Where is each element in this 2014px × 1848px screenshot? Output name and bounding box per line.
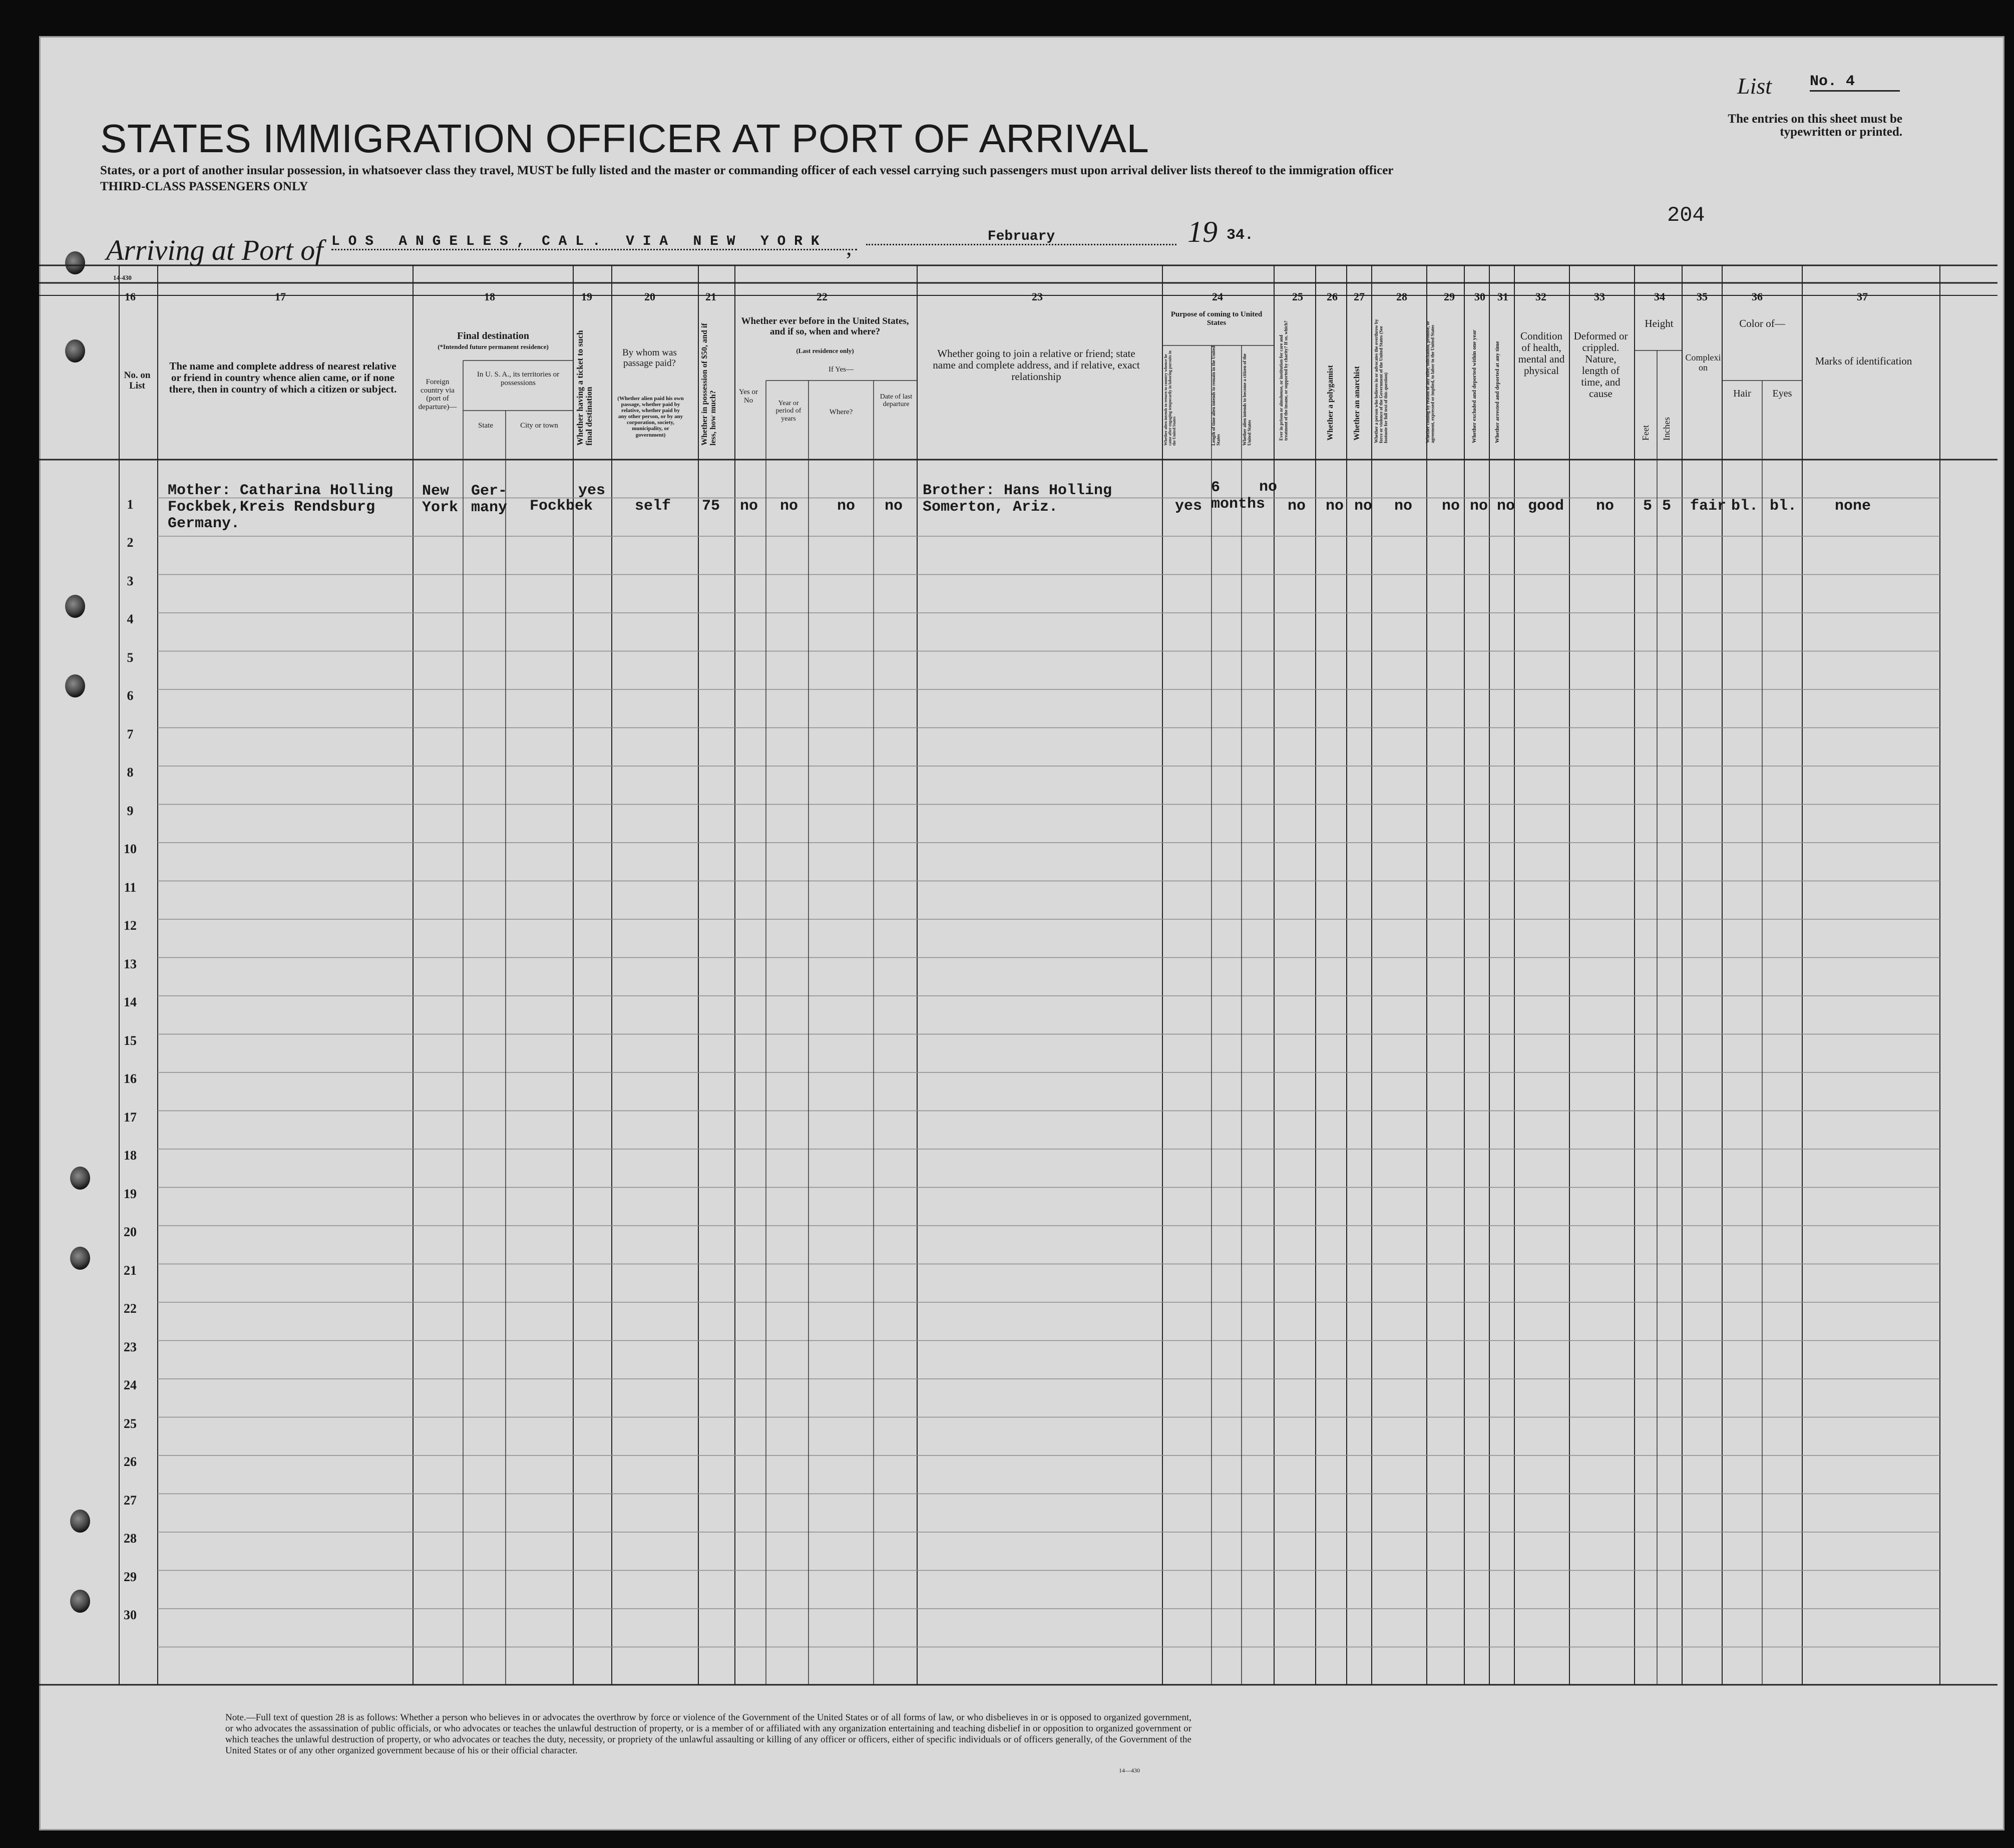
entry-complexion: fair bbox=[1690, 498, 1727, 515]
row-number: 19 bbox=[124, 1186, 137, 1201]
entry-polygamist: no bbox=[1326, 498, 1344, 515]
year-prefix: 19 bbox=[1187, 215, 1218, 248]
entry-return-intent: yes bbox=[1175, 498, 1202, 515]
entry-relative-line1: Mother: Catharina Holling bbox=[168, 482, 393, 499]
row-number: 27 bbox=[124, 1493, 137, 1508]
col-26-header: Whether a polygamist bbox=[1326, 365, 1335, 441]
entry-before-period: no bbox=[780, 498, 798, 515]
col-30-header: Whether excluded and deported within one year bbox=[1471, 329, 1477, 443]
row-number: 29 bbox=[124, 1569, 137, 1584]
sheet-number: 204 bbox=[1667, 203, 1705, 227]
row-number: 23 bbox=[124, 1339, 137, 1354]
col-16-number: 16 bbox=[125, 290, 136, 303]
row-number: 6 bbox=[127, 688, 134, 703]
row-number: 8 bbox=[127, 765, 134, 780]
col-24-return-header: Whether alien intends to return to country whence he came after engaging temporarily in laboring pursuits in the United States bbox=[1163, 350, 1176, 446]
entry-overthrow: no bbox=[1394, 498, 1413, 515]
col-34-header: Height bbox=[1645, 317, 1674, 329]
row-number: 3 bbox=[127, 573, 134, 588]
col-34-number: 34 bbox=[1654, 290, 1665, 303]
row-number: 26 bbox=[124, 1454, 137, 1469]
col-35-header: Complexion bbox=[1685, 352, 1721, 373]
col-18-usa-header: In U. S. A., its territories or possessions bbox=[477, 371, 560, 387]
col-33-header: Deformed or crippled. Nature, length of time, and cause bbox=[1573, 330, 1628, 400]
col-18-subheader: (*Intended future permanent residence) bbox=[438, 343, 549, 350]
entry-hair: bl. bbox=[1731, 498, 1759, 515]
col-31-number: 31 bbox=[1497, 290, 1508, 303]
col-22-subheader: (Last residence only) bbox=[796, 347, 854, 354]
col-22-period-header: Year or period of years bbox=[775, 400, 801, 423]
col-28-number: 28 bbox=[1396, 290, 1407, 303]
row-number: 1 bbox=[127, 497, 134, 512]
col-36-number: 36 bbox=[1752, 290, 1763, 303]
entry-before-where: no bbox=[837, 498, 856, 515]
entry-city: Fockbek bbox=[530, 498, 593, 515]
col-24-number: 24 bbox=[1212, 290, 1223, 303]
entry-marks: none bbox=[1835, 498, 1871, 515]
entry-before-yesno: no bbox=[740, 498, 758, 515]
footnote: Note.—Full text of question 28 is as follows: Whether a person who believes in or advocates the overthrow by force or violence of the Government of the United States or of all forms of law, or who disbelieves in or is opposed to organized government, or who advocates the assassination of public officials, or who advocates or teaches the unlawful destruction of property, or is a member of or affiliated with any organization entertaining and teaching disbelief in or opposition to organized government or which teaches the unlawful destruction of property, or who advocates or teaches the duty, necessity, or propriety of the unlawful assaulting or killing of any officer or officers, either of specific individuals or of officers generally, of the Government of the United States or of any other organized government because of his or their official character. bbox=[225, 1712, 1191, 1756]
year-suffix: 34. bbox=[1227, 227, 1254, 244]
col-26-number: 26 bbox=[1327, 290, 1338, 303]
row-number: 24 bbox=[124, 1378, 137, 1392]
row-number: 20 bbox=[124, 1225, 137, 1239]
form-title: STATES IMMIGRATION OFFICER AT PORT OF ARRIVAL bbox=[100, 116, 1149, 161]
row-number: 11 bbox=[124, 880, 137, 895]
col-24-header: Purpose of coming to United States bbox=[1170, 310, 1263, 327]
col-36-header: Color of— bbox=[1739, 317, 1785, 329]
col-29-number: 29 bbox=[1444, 290, 1455, 303]
col-17-header: The name and complete address of nearest relative or friend in country whence alien came, or if none there, then in country of which a citizen or subject. bbox=[169, 360, 397, 396]
col-34-feet-header: Feet bbox=[1641, 425, 1651, 441]
col-33-number: 33 bbox=[1594, 290, 1605, 303]
row-number: 21 bbox=[124, 1263, 137, 1278]
typewritten-note: The entries on this sheet must be typewritten or printed. bbox=[1728, 112, 1902, 139]
entry-anarchist: no bbox=[1354, 498, 1373, 515]
row-number: 13 bbox=[124, 956, 137, 971]
col-22-number: 22 bbox=[817, 290, 828, 303]
row-number: 15 bbox=[124, 1033, 137, 1048]
entry-join-line2: Somerton, Ariz. bbox=[923, 499, 1058, 516]
entry-deformed: no bbox=[1596, 498, 1615, 515]
entry-feet: 5 bbox=[1643, 498, 1653, 515]
col-29-header: Whether coming by reason of any offer, solicitation, promise, or agreement, expressed or implied, to labor in the United States bbox=[1425, 321, 1435, 443]
col-18-state-header: State bbox=[478, 422, 493, 430]
entry-length-of-stay: 6 months bbox=[1211, 479, 1266, 513]
col-34-inches-header: Inches bbox=[1662, 417, 1672, 441]
row-number: 12 bbox=[124, 918, 137, 933]
form-subtitle: States, or a port of another insular possession, in whatsoever class they travel, MUST be fully listed and the master or commanding officer of each vessel carrying such passengers must upon arrival deliver lists thereof to the immigration officer bbox=[100, 164, 1394, 177]
footnote-code: 14—430 bbox=[1119, 1767, 1140, 1774]
col-16-header: No. on List bbox=[124, 370, 151, 391]
entry-join-line1: Brother: Hans Holling bbox=[923, 482, 1112, 499]
col-22-where-header: Where? bbox=[829, 408, 853, 416]
arriving-port: L O S A N G E L E S , C A L . V I A N E W Y O R K bbox=[331, 234, 857, 250]
row-number: 17 bbox=[124, 1110, 137, 1125]
row-number: 10 bbox=[124, 842, 137, 856]
list-number: No. 4 bbox=[1810, 74, 1900, 92]
col-20-number: 20 bbox=[644, 290, 655, 303]
col-37-header: Marks of identification bbox=[1815, 355, 1912, 367]
form-code: 14-430 bbox=[113, 274, 132, 281]
entry-relative-line2: Fockbek,Kreis Rendsburg bbox=[168, 499, 375, 516]
col-18-header: Final destination bbox=[457, 330, 529, 341]
col-24-citizen-header: Whether alien intends to become a citizen of the United States bbox=[1242, 353, 1252, 446]
row-number: 18 bbox=[124, 1148, 137, 1163]
col-36-hair-header: Hair bbox=[1733, 388, 1751, 399]
entry-citizen-intent: no bbox=[1259, 479, 1278, 496]
entry-excluded: no bbox=[1470, 498, 1488, 515]
col-35-number: 35 bbox=[1697, 290, 1708, 303]
row-number: 14 bbox=[124, 995, 137, 1009]
col-20-header: By whom was passage paid? bbox=[622, 347, 677, 368]
col-22-yesno-header: Yes or No bbox=[738, 388, 758, 405]
arriving-month: February bbox=[866, 229, 1176, 245]
entry-state: Ger- many bbox=[471, 483, 508, 516]
entry-money: 75 bbox=[702, 498, 720, 515]
col-28-header: Whether a person who believes in or advocates the overthrow by force or violence of the Government of the United States (See footnote for full text of this question) bbox=[1374, 319, 1388, 443]
col-37-number: 37 bbox=[1857, 290, 1868, 303]
row-number: 22 bbox=[124, 1301, 137, 1316]
list-label: List bbox=[1737, 73, 1772, 99]
row-number: 9 bbox=[127, 803, 134, 818]
entry-ticket: yes bbox=[578, 482, 606, 499]
col-22-date-header: Date of last departure bbox=[880, 393, 913, 409]
col-27-number: 27 bbox=[1354, 290, 1365, 303]
arriving-label: Arriving at Port of bbox=[106, 234, 323, 266]
col-18-city-header: City or town bbox=[520, 422, 558, 430]
col-19-header: Whether having a ticket to such final destination bbox=[575, 330, 594, 446]
row-number: 25 bbox=[124, 1416, 137, 1431]
entry-health: good bbox=[1528, 498, 1564, 515]
entry-prison: no bbox=[1288, 498, 1306, 515]
col-32-header: Condition of health, mental and physical bbox=[1518, 330, 1565, 377]
col-30-number: 30 bbox=[1474, 290, 1485, 303]
row-number: 2 bbox=[127, 535, 134, 550]
row-number: 30 bbox=[124, 1608, 137, 1622]
col-25-header: Ever in prison or almshouse, or institution for care and treatment of the insane, or supported by charity? If so, which? bbox=[1279, 320, 1289, 441]
row-number: 4 bbox=[127, 612, 134, 626]
col-18-foreign-header: Foreign country via (port of departure)— bbox=[418, 378, 457, 411]
entry-before-date: no bbox=[885, 498, 903, 515]
col-31-header: Whether arrested and deported at any time bbox=[1494, 341, 1500, 443]
row-number: 16 bbox=[124, 1071, 137, 1086]
col-19-number: 19 bbox=[581, 290, 592, 303]
col-25-number: 25 bbox=[1292, 290, 1303, 303]
entry-offer: no bbox=[1442, 498, 1460, 515]
col-22-header: Whether ever before in the United States, and if so, when and where? bbox=[741, 316, 909, 337]
class-note: THIRD-CLASS PASSENGERS ONLY bbox=[100, 180, 308, 193]
entry-inches: 5 bbox=[1662, 498, 1672, 515]
entry-arrested: no bbox=[1497, 498, 1515, 515]
row-number: 28 bbox=[124, 1531, 137, 1546]
col-32-number: 32 bbox=[1535, 290, 1546, 303]
col-21-header: Whether in possession of $50, and if less, how much? bbox=[700, 323, 717, 446]
col-24-length-header: Length of time alien intends to remain in the United States bbox=[1211, 345, 1221, 446]
entry-relative-line3: Germany. bbox=[168, 515, 240, 532]
col-21-number: 21 bbox=[705, 290, 716, 303]
row-number: 5 bbox=[127, 650, 134, 665]
col-17-number: 17 bbox=[275, 290, 286, 303]
entry-paid-by: self bbox=[635, 498, 671, 515]
col-18-number: 18 bbox=[484, 290, 495, 303]
entry-eyes: bl. bbox=[1770, 498, 1797, 515]
col-23-number: 23 bbox=[1032, 290, 1043, 303]
col-20-subheader: (Whether alien paid his own passage, whether paid by relative, whether paid by any other person, or by any corporation, society, municipality, or government) bbox=[617, 396, 684, 438]
col-23-header: Whether going to join a relative or friend; state name and complete address, and if relative, exact relationship bbox=[933, 347, 1140, 383]
entry-foreign-country: New York bbox=[422, 483, 459, 516]
col-36-eyes-header: Eyes bbox=[1772, 388, 1792, 399]
comma: , bbox=[846, 234, 852, 260]
col-27-header: Whether an anarchist bbox=[1353, 366, 1361, 441]
row-number: 7 bbox=[127, 726, 134, 742]
col-22-ifyes-header: If Yes— bbox=[828, 365, 854, 374]
